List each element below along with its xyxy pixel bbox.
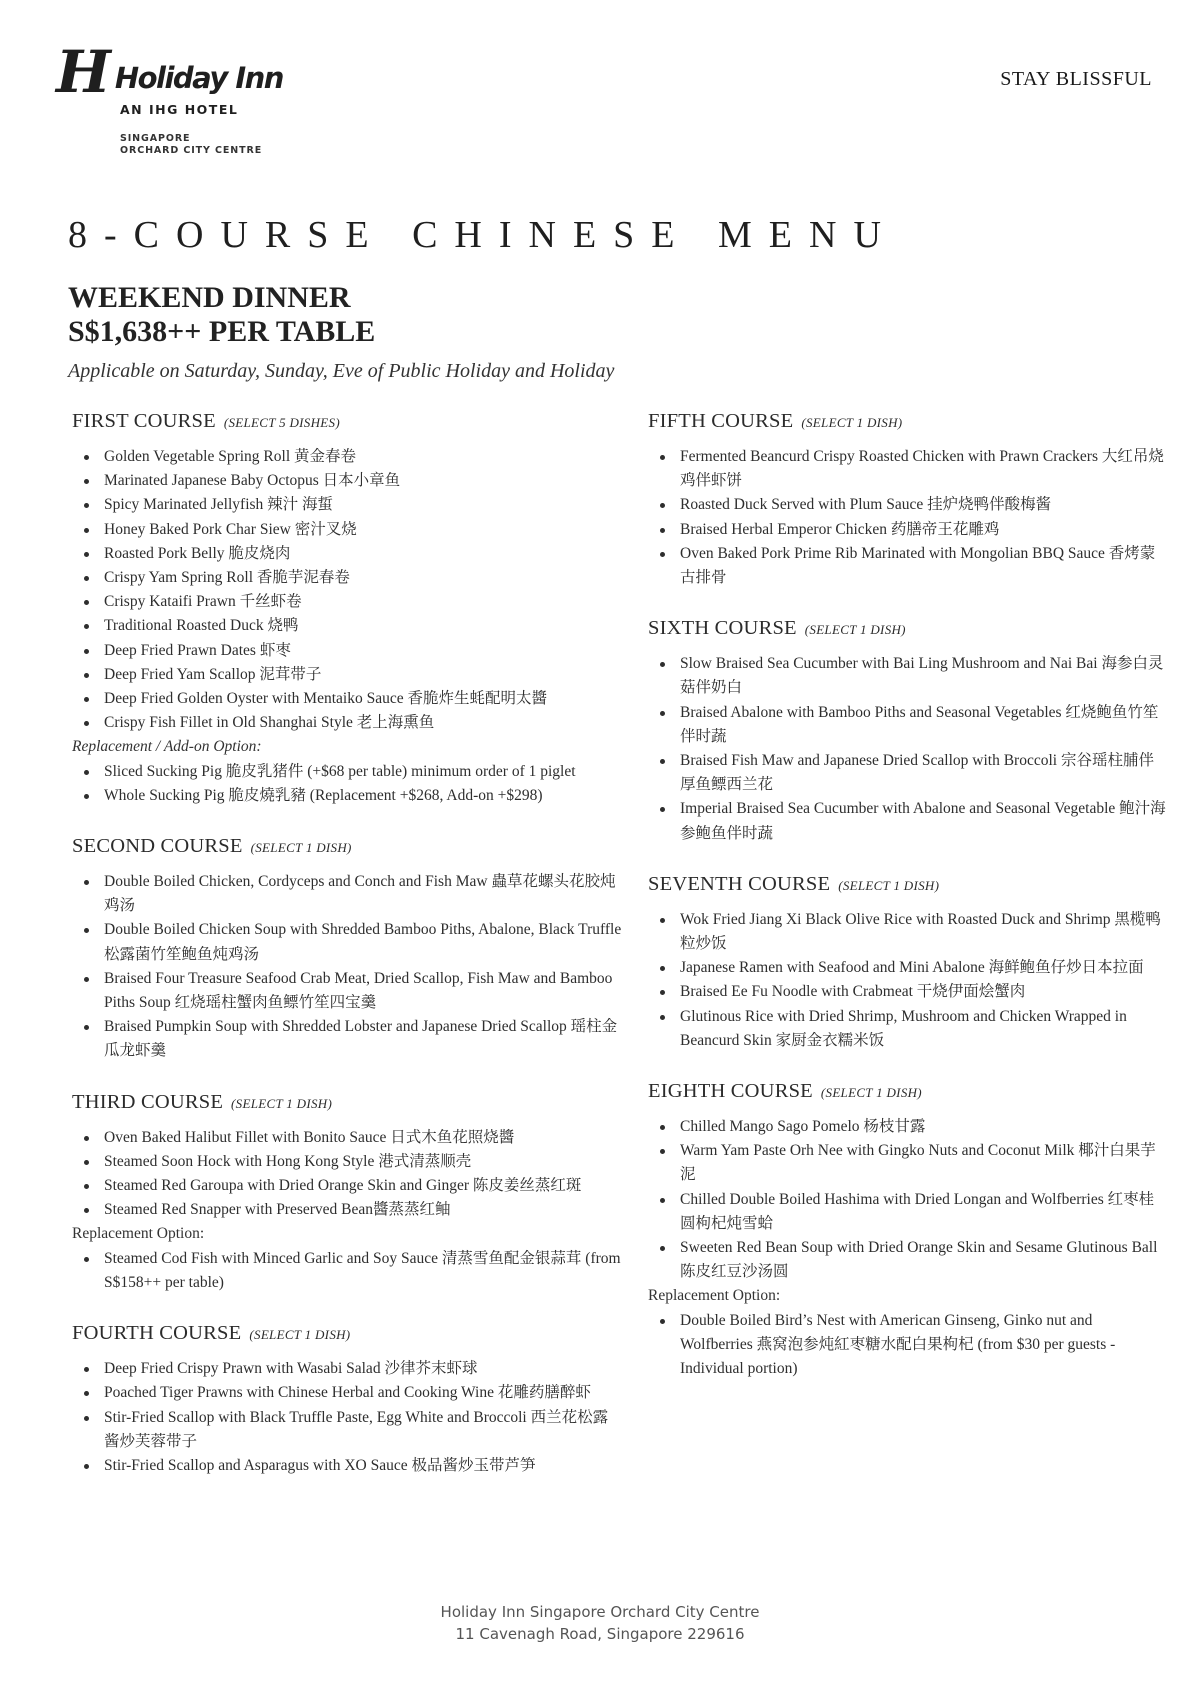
dish-item: Oven Baked Halibut Fillet with Bonito Sauce 日式木鱼花照烧醬 <box>72 1126 622 1150</box>
section-select-note: (SELECT 1 DISH) <box>249 1327 351 1343</box>
dish-item: Fermented Beancurd Crispy Roasted Chicken with Prawn Crackers 大红吊烧鸡伴虾饼 <box>648 445 1168 493</box>
dish-item: Crispy Fish Fillet in Old Shanghai Style 老上海熏鱼 <box>72 711 622 735</box>
fifth-course-section <box>648 410 1168 590</box>
option-label: Replacement Option: <box>72 1225 205 1243</box>
option-item: Steamed Cod Fish with Minced Garlic and Soy Sauce 清蒸雪鱼配金银蒜茸 (from S$158++ per table) <box>72 1247 622 1295</box>
dish-list <box>648 652 1168 846</box>
footer-hotel-name: Holiday Inn Singapore Orchard City Centre <box>440 1603 760 1621</box>
second-course-section <box>72 835 622 1064</box>
section-heading <box>648 1080 1168 1103</box>
section-title: SEVENTH COURSE <box>648 872 831 895</box>
section-select-note: (SELECT 1 DISH) <box>804 622 906 638</box>
applicable-note: Applicable on Saturday, Sunday, Eve of Public Holiday and Holiday <box>68 360 615 382</box>
section-title: THIRD COURSE <box>72 1090 224 1113</box>
dish-item: Marinated Japanese Baby Octopus 日本小章鱼 <box>72 469 622 493</box>
tagline: STAY BLISSFUL <box>1000 68 1152 90</box>
section-select-note: (SELECT 1 DISH) <box>820 1085 922 1101</box>
brand-location-line1: SINGAPORE <box>120 133 191 144</box>
footer-address: 11 Cavenagh Road, Singapore 229616 <box>455 1625 745 1643</box>
dish-item: Deep Fried Yam Scallop 泥茸带子 <box>72 663 622 687</box>
option-label: Replacement / Add-on Option: <box>72 738 262 756</box>
first-course-section <box>72 410 622 808</box>
left-column <box>72 410 622 1505</box>
hotel-logo <box>56 38 316 157</box>
dish-item: Steamed Red Snapper with Preserved Bean醬蒸蒸红鲉 <box>72 1198 622 1222</box>
section-select-note: (SELECT 5 DISHES) <box>223 415 340 430</box>
section-select-note: (SELECT 1 DISH) <box>838 877 940 893</box>
dish-item: Roasted Pork Belly 脆皮烧肉 <box>72 542 622 566</box>
dish-list <box>72 1357 622 1478</box>
dish-item: Double Boiled Chicken, Cordyceps and Conch and Fish Maw 蟲草花螺头花胶炖鸡汤 <box>72 870 622 918</box>
dish-item: Braised Pumpkin Soup with Shredded Lobster and Japanese Dried Scallop 瑶柱金瓜龙虾羹 <box>72 1015 622 1063</box>
section-title: SIXTH COURSE <box>648 617 797 640</box>
section-heading <box>72 1322 622 1345</box>
dish-item: Glutinous Rice with Dried Shrimp, Mushroom and Chicken Wrapped in Beancurd Skin 家厨金衣糯米饭 <box>648 1005 1168 1053</box>
dish-item: Imperial Braised Sea Cucumber with Abalone and Seasonal Vegetable 鲍汁海参鲍鱼伴时蔬 <box>648 797 1168 845</box>
dish-list <box>72 445 622 735</box>
holiday-inn-h-mark: H <box>56 38 107 106</box>
section-heading <box>72 835 622 858</box>
dish-item: Poached Tiger Prawns with Chinese Herbal and Cooking Wine 花雕药膳醉虾 <box>72 1381 622 1405</box>
dish-item: Sweeten Red Bean Soup with Dried Orange Skin and Sesame Glutinous Ball 陈皮红豆沙汤圆 <box>648 1236 1168 1284</box>
option-label: Replacement Option: <box>648 1287 781 1305</box>
option-list <box>72 760 622 808</box>
dish-list <box>648 445 1168 590</box>
brand-name: Holiday Inn <box>114 61 283 95</box>
dish-item: Braised Ee Fu Noodle with Crabmeat 干烧伊面烩蟹肉 <box>648 980 1168 1004</box>
fourth-course-section <box>72 1322 622 1478</box>
dish-item: Japanese Ramen with Seafood and Mini Abalone 海鲜鲍鱼仔炒日本拉面 <box>648 956 1168 980</box>
sixth-course-section <box>648 617 1168 846</box>
dish-item: Braised Abalone with Bamboo Piths and Seasonal Vegetables 红烧鲍鱼竹笙伴时蔬 <box>648 701 1168 749</box>
dish-item: Spicy Marinated Jellyfish 辣汁 海蜇 <box>72 493 622 517</box>
dish-item: Warm Yam Paste Orh Nee with Gingko Nuts and Coconut Milk 椰汁白果芋泥 <box>648 1139 1168 1187</box>
dish-item: Braised Four Treasure Seafood Crab Meat, Dried Scallop, Fish Maw and Bamboo Piths Soup 红烧瑶柱蟹肉鱼鳔竹笙四宝羹 <box>72 967 622 1015</box>
dish-item: Steamed Soon Hock with Hong Kong Style 港式清蒸顺壳 <box>72 1150 622 1174</box>
section-select-note: (SELECT 1 DISH) <box>250 840 352 856</box>
option-item: Double Boiled Bird’s Nest with American Ginseng, Ginko nut and Wolfberries 燕窝泡参炖紅枣糖水配白果枸杞 (from $30 per guests - Individual portion) <box>648 1309 1168 1382</box>
dish-item: Stir-Fried Scallop with Black Truffle Paste, Egg White and Broccoli 西兰花松露酱炒芙蓉带子 <box>72 1406 622 1454</box>
option-item: Whole Sucking Pig 脆皮燒乳豬 (Replacement +$268, Add-on +$298) <box>72 784 622 808</box>
menu-subtitle: WEEKEND DINNER <box>68 281 351 314</box>
dish-item: Wok Fried Jiang Xi Black Olive Rice with Roasted Duck and Shrimp 黑榄鸭粒炒饭 <box>648 908 1168 956</box>
eighth-course-section <box>648 1080 1168 1381</box>
dish-item: Chilled Mango Sago Pomelo 杨枝甘露 <box>648 1115 1168 1139</box>
dish-item: Stir-Fried Scallop and Asparagus with XO Sauce 极品酱炒玉带芦笋 <box>72 1454 622 1478</box>
dish-list <box>72 870 622 1064</box>
dish-item: Crispy Kataifi Prawn 千丝虾卷 <box>72 590 622 614</box>
menu-title: 8-COURSE CHINESE MENU <box>68 214 898 256</box>
option-list <box>72 1247 622 1295</box>
dish-list <box>648 1115 1168 1284</box>
dish-list <box>72 1126 622 1223</box>
dish-item: Crispy Yam Spring Roll 香脆芋泥春卷 <box>72 566 622 590</box>
section-heading <box>72 410 622 433</box>
dish-item: Honey Baked Pork Char Siew 密汁叉烧 <box>72 518 622 542</box>
dish-item: Golden Vegetable Spring Roll 黄金春卷 <box>72 445 622 469</box>
dish-item: Deep Fried Crispy Prawn with Wasabi Salad 沙律芥末虾球 <box>72 1357 622 1381</box>
dish-item: Slow Braised Sea Cucumber with Bai Ling Mushroom and Nai Bai 海参白灵菇伴奶白 <box>648 652 1168 700</box>
dish-item: Chilled Double Boiled Hashima with Dried Longan and Wolfberries 红枣桂圆枸杞炖雪蛤 <box>648 1188 1168 1236</box>
right-column <box>648 410 1168 1408</box>
dish-item: Braised Herbal Emperor Chicken 药膳帝王花雕鸡 <box>648 518 1168 542</box>
dish-item: Deep Fried Prawn Dates 虾枣 <box>72 639 622 663</box>
brand-location-line2: ORCHARD CITY CENTRE <box>120 145 263 156</box>
section-heading <box>72 1091 622 1114</box>
section-title: FIRST COURSE <box>72 410 216 432</box>
dish-item: Steamed Red Garoupa with Dried Orange Skin and Ginger 陈皮姜丝蒸红斑 <box>72 1174 622 1198</box>
third-course-section <box>72 1091 622 1295</box>
dish-item: Oven Baked Pork Prime Rib Marinated with Mongolian BBQ Sauce 香烤蒙古排骨 <box>648 542 1168 590</box>
section-select-note: (SELECT 1 DISH) <box>231 1095 333 1111</box>
section-title: FOURTH COURSE <box>72 1322 242 1345</box>
section-title: EIGHTH COURSE <box>648 1080 813 1103</box>
dish-item: Double Boiled Chicken Soup with Shredded Bamboo Piths, Abalone, Black Truffle 松露菌竹笙鲍鱼炖鸡汤 <box>72 918 622 966</box>
menu-price: S$1,638++ PER TABLE <box>68 315 376 348</box>
option-list <box>648 1309 1168 1382</box>
dish-item: Deep Fried Golden Oyster with Mentaiko Sauce 香脆炸生蚝配明太醬 <box>72 687 622 711</box>
dish-list <box>648 908 1168 1053</box>
section-select-note: (SELECT 1 DISH) <box>801 415 903 430</box>
section-title: FIFTH COURSE <box>648 410 794 432</box>
brand-location <box>120 133 316 157</box>
seventh-course-section <box>648 873 1168 1053</box>
option-item: Sliced Sucking Pig 脆皮乳猪件 (+$68 per table) minimum order of 1 piglet <box>72 760 622 784</box>
section-heading <box>648 410 1168 433</box>
brand-tag: AN IHG HOTEL <box>120 102 239 117</box>
section-title: SECOND COURSE <box>72 835 243 858</box>
section-heading <box>648 873 1168 896</box>
section-heading <box>648 617 1168 640</box>
dish-item: Roasted Duck Served with Plum Sauce 挂炉烧鸭伴酸梅酱 <box>648 493 1168 517</box>
dish-item: Braised Fish Maw and Japanese Dried Scallop with Broccoli 宗谷瑶柱脯伴厚鱼鳔西兰花 <box>648 749 1168 797</box>
dish-item: Traditional Roasted Duck 烧鸭 <box>72 614 622 638</box>
